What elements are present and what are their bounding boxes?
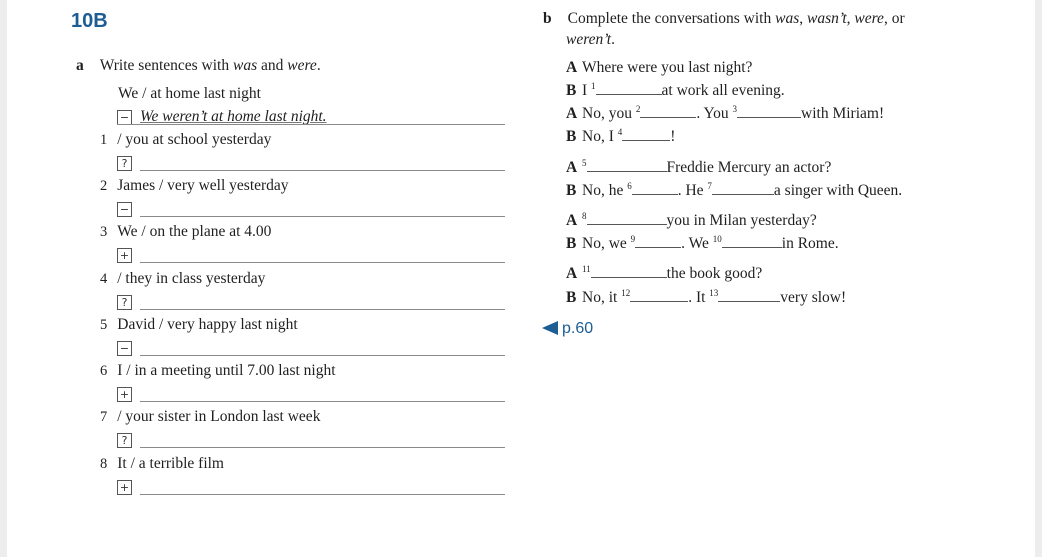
conv2-line-b: B No, he $^6$ . He $^7$ a singer with Queen.: [566, 181, 903, 199]
answer-blank-6[interactable]: [632, 182, 678, 195]
conv1-line-b2: B No, I $^4$ !: [566, 127, 676, 145]
minus-icon: −: [117, 110, 132, 125]
answer-field[interactable]: [140, 494, 505, 495]
answer-field[interactable]: [140, 262, 505, 263]
list-item: 1 / you at school yesterday: [100, 131, 272, 148]
question-icon: ?: [117, 156, 132, 171]
example-prompt: We / at home last night: [118, 85, 261, 102]
conv3-line-a: A $^8$ you in Milan yesterday?: [566, 211, 817, 229]
back-arrow-icon: [542, 321, 558, 335]
conv1-line-b: B I $^1$ at work all evening.: [566, 81, 785, 99]
list-item: 6 I / in a meeting until 7.00 last night: [100, 362, 336, 379]
unit-title: 10B: [71, 10, 108, 32]
answer-field[interactable]: [140, 170, 505, 171]
list-item: 2 James / very well yesterday: [100, 177, 289, 194]
example-answer: We weren’t at home last night.: [140, 108, 327, 125]
answer-blank-13[interactable]: [718, 289, 780, 302]
list-item: 8 It / a terrible film: [100, 455, 224, 472]
workbook-page: [7, 0, 1035, 557]
example-answer-line: [117, 124, 505, 125]
exercise-a-letter: a: [76, 57, 84, 74]
list-item: 4 / they in class yesterday: [100, 270, 266, 287]
answer-field[interactable]: [140, 401, 505, 402]
answer-blank-1[interactable]: [596, 82, 662, 95]
question-icon: ?: [117, 433, 132, 448]
exercise-b-instruction-cont: weren’t.: [566, 31, 615, 48]
answer-field[interactable]: [140, 216, 505, 217]
answer-blank-8[interactable]: [587, 212, 667, 225]
conv3-line-b: B No, we $^9$ . We $^{10}$ in Rome.: [566, 234, 839, 252]
page-reference-link[interactable]: p.60: [542, 320, 593, 338]
answer-blank-9[interactable]: [635, 235, 681, 248]
answer-field[interactable]: [140, 447, 505, 448]
conv4-line-a: A $^{11}$ the book good?: [566, 264, 763, 282]
exercise-a-instruction: Write sentences with was and were.: [99, 57, 321, 74]
list-item: 7 / your sister in London last week: [100, 408, 321, 425]
minus-icon: −: [117, 202, 132, 217]
answer-blank-5[interactable]: [587, 159, 667, 172]
exercise-a-heading: [76, 57, 321, 75]
answer-blank-2[interactable]: [640, 105, 696, 118]
answer-blank-11[interactable]: [591, 265, 667, 278]
conv1-line-a: A Where were you last night?: [566, 59, 753, 76]
answer-field[interactable]: [140, 309, 505, 310]
conv1-line-a2: A No, you $^2$ . You $^3$ with Miriam!: [566, 104, 885, 122]
answer-blank-12[interactable]: [630, 289, 688, 302]
answer-blank-4[interactable]: [622, 128, 670, 141]
answer-blank-3[interactable]: [737, 105, 801, 118]
question-icon: ?: [117, 295, 132, 310]
plus-icon: +: [117, 480, 132, 495]
minus-icon: −: [117, 341, 132, 356]
exercise-b-letter: b: [543, 10, 552, 27]
list-item: 3 We / on the plane at 4.00: [100, 223, 272, 240]
list-item: 5 David / very happy last night: [100, 316, 298, 333]
plus-icon: +: [117, 387, 132, 402]
conv4-line-b: B No, it $^{12}$ . It $^{13}$ very slow!: [566, 288, 847, 306]
conv2-line-a: A $^5$ Freddie Mercury an actor?: [566, 158, 832, 176]
plus-icon: +: [117, 248, 132, 263]
exercise-b-heading: [543, 10, 905, 28]
answer-blank-7[interactable]: [712, 182, 774, 195]
answer-blank-10[interactable]: [722, 235, 782, 248]
answer-field[interactable]: [140, 355, 505, 356]
exercise-b-instruction: Complete the conversations with was, wasn’t, were, or: [567, 10, 905, 27]
